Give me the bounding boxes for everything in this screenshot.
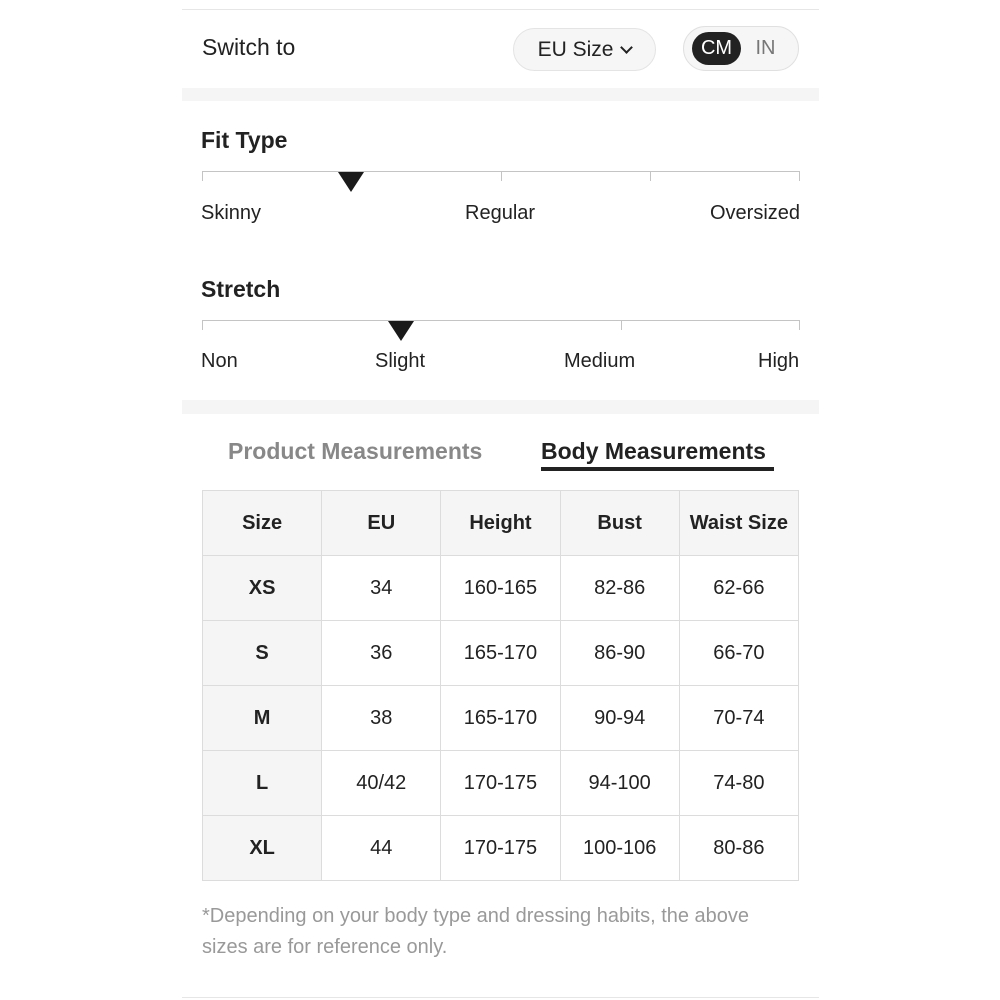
bottom-divider <box>182 997 819 998</box>
fit-type-scale <box>202 171 800 181</box>
table-cell: 36 <box>322 621 441 686</box>
fit-type-pointer-icon <box>338 172 364 192</box>
table-row <box>203 556 799 621</box>
unit-cm-option[interactable]: CM <box>692 32 741 65</box>
table-cell: 66-70 <box>679 621 798 686</box>
scale-tick <box>202 171 203 181</box>
fit-label-oversized: Oversized <box>710 202 801 224</box>
table-row <box>203 751 799 816</box>
unit-toggle[interactable] <box>683 26 799 71</box>
size-cell: XL <box>203 816 322 881</box>
table-cell: 94-100 <box>560 751 679 816</box>
table-cell: 38 <box>322 686 441 751</box>
table-cell: 40/42 <box>322 751 441 816</box>
table-cell: 100-106 <box>560 816 679 881</box>
stretch-label-slight: Slight <box>375 350 426 372</box>
chevron-down-icon <box>621 41 634 54</box>
size-cell: L <box>203 751 322 816</box>
switch-to-label: Switch to <box>202 34 296 60</box>
reference-note: *Depending on your body type and dressing habits, the above sizes are for reference only. <box>202 905 750 958</box>
table-cell: 82-86 <box>560 556 679 621</box>
table-cell: 80-86 <box>679 816 798 881</box>
header-waist-size: Waist Size <box>679 491 798 556</box>
size-cell: S <box>203 621 322 686</box>
table-row <box>203 816 799 881</box>
table-cell: 86-90 <box>560 621 679 686</box>
scale-tick <box>650 171 651 181</box>
table-cell: 90-94 <box>560 686 679 751</box>
header-size: Size <box>203 491 322 556</box>
tab-body-measurements[interactable]: Body Measurements <box>541 438 766 464</box>
section-divider <box>182 400 819 414</box>
stretch-label-high: High <box>758 350 800 372</box>
stretch-label-non: Non <box>201 350 238 372</box>
header-bust: Bust <box>560 491 679 556</box>
scale-bar <box>202 320 800 321</box>
table-cell: 165-170 <box>441 621 560 686</box>
table-cell: 34 <box>322 556 441 621</box>
table-cell: 165-170 <box>441 686 560 751</box>
table-header-row <box>203 491 799 556</box>
scale-tick <box>799 171 800 181</box>
tab-product-measurements[interactable]: Product Measurements <box>228 438 483 464</box>
top-divider <box>182 9 819 10</box>
fit-type-title: Fit Type <box>201 127 288 153</box>
scale-tick <box>799 320 800 330</box>
scale-tick <box>202 320 203 330</box>
size-guide-panel <box>182 0 819 1000</box>
size-cell: M <box>203 686 322 751</box>
table-cell: 62-66 <box>679 556 798 621</box>
table-cell: 170-175 <box>441 816 560 881</box>
table-cell: 70-74 <box>679 686 798 751</box>
header-height: Height <box>441 491 560 556</box>
fit-label-regular: Regular <box>465 202 536 224</box>
section-divider <box>182 88 819 101</box>
size-table <box>202 490 799 881</box>
stretch-pointer-icon <box>388 321 414 341</box>
table-cell: 160-165 <box>441 556 560 621</box>
stretch-scale <box>202 320 800 330</box>
fit-label-skinny: Skinny <box>201 202 262 224</box>
table-row <box>203 621 799 686</box>
active-tab-underline <box>541 467 774 471</box>
unit-in-option[interactable]: IN <box>755 37 776 59</box>
size-system-value: EU Size <box>537 37 614 61</box>
stretch-title: Stretch <box>201 276 281 302</box>
scale-tick <box>621 320 622 330</box>
size-system-select[interactable] <box>513 28 656 71</box>
stretch-label-medium: Medium <box>564 350 636 372</box>
table-cell: 74-80 <box>679 751 798 816</box>
size-cell: XS <box>203 556 322 621</box>
table-cell: 170-175 <box>441 751 560 816</box>
header-eu: EU <box>322 491 441 556</box>
scale-tick <box>501 171 502 181</box>
table-row <box>203 686 799 751</box>
table-cell: 44 <box>322 816 441 881</box>
